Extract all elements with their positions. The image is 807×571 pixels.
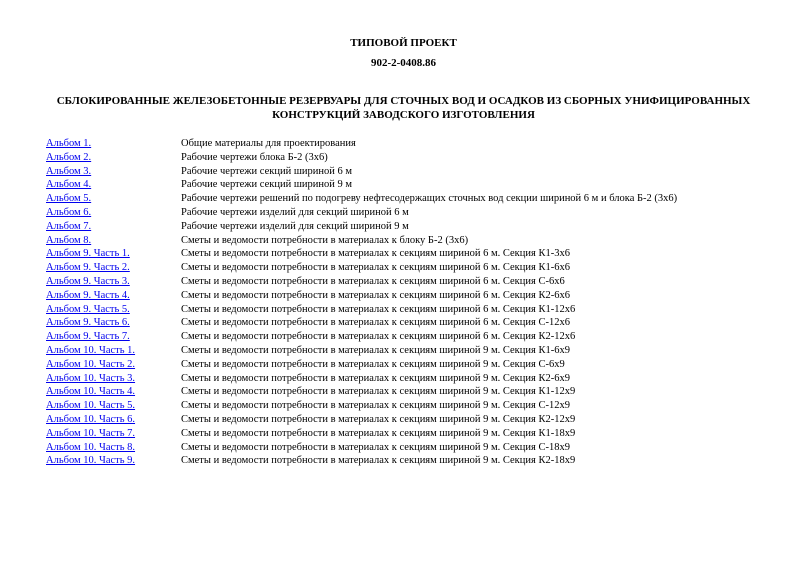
album-link[interactable]: Альбом 6. <box>46 206 92 218</box>
album-description: Сметы и ведомости потребности в материалах к секциям шириной 6 м. Секция С-6х6 <box>181 275 565 287</box>
album-link[interactable]: Альбом 10. Часть 4. <box>46 386 136 398</box>
album-description: Сметы и ведомости потребности в материалах к секциям шириной 6 м. Секция К1-6х6 <box>181 262 570 274</box>
album-row <box>46 261 786 275</box>
album-link[interactable]: Альбом 9. Часть 5. <box>46 303 130 315</box>
project-title-line-1: СБЛОКИРОВАННЫЕ ЖЕЛЕЗОБЕТОННЫЕ РЕЗЕРВУАРЫ ДЛЯ СТОЧНЫХ ВОД И ОСАДКОВ ИЗ СБОРНЫХ УНИФИЦИРОВАННЫХ <box>56 95 751 107</box>
album-description: Рабочие чертежи изделий для секций шириной 6 м <box>181 206 409 218</box>
album-description: Сметы и ведомости потребности в материалах к секциям шириной 9 м. Секция С-12х9 <box>181 400 570 412</box>
album-row <box>46 289 786 303</box>
album-row <box>46 220 786 234</box>
album-link[interactable]: Альбом 10. Часть 9. <box>46 455 136 467</box>
project-number: 902-2-0408.86 <box>370 57 437 69</box>
album-description: Рабочие чертежи секций шириной 9 м <box>181 179 353 191</box>
album-link[interactable]: Альбом 2. <box>46 151 92 163</box>
album-description: Сметы и ведомости потребности в материалах к секциям шириной 9 м. Секция С-18х9 <box>181 441 570 453</box>
album-description: Сметы и ведомости потребности в материалах к секциям шириной 9 м. Секция К1-18х9 <box>181 427 576 439</box>
album-description: Сметы и ведомости потребности в материалах к секциям шириной 9 м. Секция К1-6х9 <box>181 344 570 356</box>
album-description: Рабочие чертежи решений по подогреву нефтесодержащих сточных вод секции шириной 6 м и блока Б-2 (3х6) <box>181 193 678 205</box>
album-description: Рабочие чертежи секций шириной 6 м <box>181 165 353 177</box>
album-row <box>46 413 786 427</box>
album-description: Сметы и ведомости потребности в материалах к секциям шириной 6 м. Секция К2-6х6 <box>181 289 570 301</box>
project-title-line-2: КОНСТРУКЦИЙ ЗАВОДСКОГО ИЗГОТОВЛЕНИЯ <box>272 109 535 121</box>
album-description: Общие материалы для проектирования <box>181 138 356 149</box>
album-description: Сметы и ведомости потребности в материалах к секциям шириной 9 м. Секция К2-18х9 <box>181 455 576 467</box>
album-link[interactable]: Альбом 10. Часть 5. <box>46 400 136 412</box>
album-description: Сметы и ведомости потребности в материалах к секциям шириной 9 м. Секция С-6х9 <box>181 358 565 370</box>
album-link[interactable]: Альбом 10. Часть 2. <box>46 358 136 370</box>
album-link[interactable]: Альбом 10. Часть 8. <box>46 441 136 453</box>
album-row <box>46 427 786 441</box>
album-row <box>46 178 786 192</box>
album-link[interactable]: Альбом 1. <box>46 138 92 149</box>
album-description: Сметы и ведомости потребности в материалах к секциям шириной 9 м. Секция К2-6х9 <box>181 372 570 384</box>
album-link[interactable]: Альбом 10. Часть 1. <box>46 344 136 356</box>
album-row <box>46 344 786 358</box>
album-row <box>46 399 786 413</box>
album-row <box>46 441 786 455</box>
album-link[interactable]: Альбом 9. Часть 1. <box>46 248 130 260</box>
album-link[interactable]: Альбом 9. Часть 2. <box>46 262 130 274</box>
album-list <box>46 137 786 468</box>
album-row <box>46 206 786 220</box>
album-row <box>46 330 786 344</box>
album-link[interactable]: Альбом 9. Часть 3. <box>46 275 130 287</box>
album-link[interactable]: Альбом 10. Часть 7. <box>46 427 136 439</box>
album-link[interactable]: Альбом 9. Часть 6. <box>46 317 130 329</box>
album-row <box>46 151 786 165</box>
album-description: Сметы и ведомости потребности в материалах к секциям шириной 6 м. Секция К1-12х6 <box>181 303 576 315</box>
album-row <box>46 165 786 179</box>
album-row <box>46 192 786 206</box>
album-row <box>46 275 786 289</box>
album-link[interactable]: Альбом 7. <box>46 220 92 232</box>
album-link[interactable]: Альбом 9. Часть 7. <box>46 331 130 343</box>
album-row <box>46 372 786 386</box>
album-link[interactable]: Альбом 10. Часть 3. <box>46 372 136 384</box>
album-link[interactable]: Альбом 9. Часть 4. <box>46 289 130 301</box>
album-description: Сметы и ведомости потребности в материалах к секциям шириной 9 м. Секция К2-12х9 <box>181 413 576 425</box>
album-link[interactable]: Альбом 4. <box>46 179 92 191</box>
document-type-title: ТИПОВОЙ ПРОЕКТ <box>350 37 457 49</box>
album-row <box>46 234 786 248</box>
album-link[interactable]: Альбом 8. <box>46 234 92 246</box>
album-row <box>46 385 786 399</box>
album-description: Рабочие чертежи блока Б-2 (3х6) <box>181 151 328 163</box>
album-row <box>46 247 786 261</box>
album-description: Рабочие чертежи изделий для секций шириной 9 м <box>181 220 409 232</box>
album-description: Сметы и ведомости потребности в материалах к секциям шириной 6 м. Секция К2-12х6 <box>181 331 576 343</box>
album-row <box>46 137 786 151</box>
album-description: Сметы и ведомости потребности в материалах к секциям шириной 6 м. Секция С-12х6 <box>181 317 570 329</box>
album-link[interactable]: Альбом 3. <box>46 165 92 177</box>
album-row <box>46 358 786 372</box>
album-link[interactable]: Альбом 5. <box>46 193 92 205</box>
album-description: Сметы и ведомости потребности в материалах к секциям шириной 9 м. Секция К1-12х9 <box>181 386 576 398</box>
album-link[interactable]: Альбом 10. Часть 6. <box>46 413 136 425</box>
album-description: Сметы и ведомости потребности в материалах к секциям шириной 6 м. Секция К1-3х6 <box>181 248 570 260</box>
album-description: Сметы и ведомости потребности в материалах к блоку Б-2 (3х6) <box>181 234 469 246</box>
album-row <box>46 316 786 330</box>
album-row <box>46 454 786 468</box>
album-row <box>46 303 786 317</box>
